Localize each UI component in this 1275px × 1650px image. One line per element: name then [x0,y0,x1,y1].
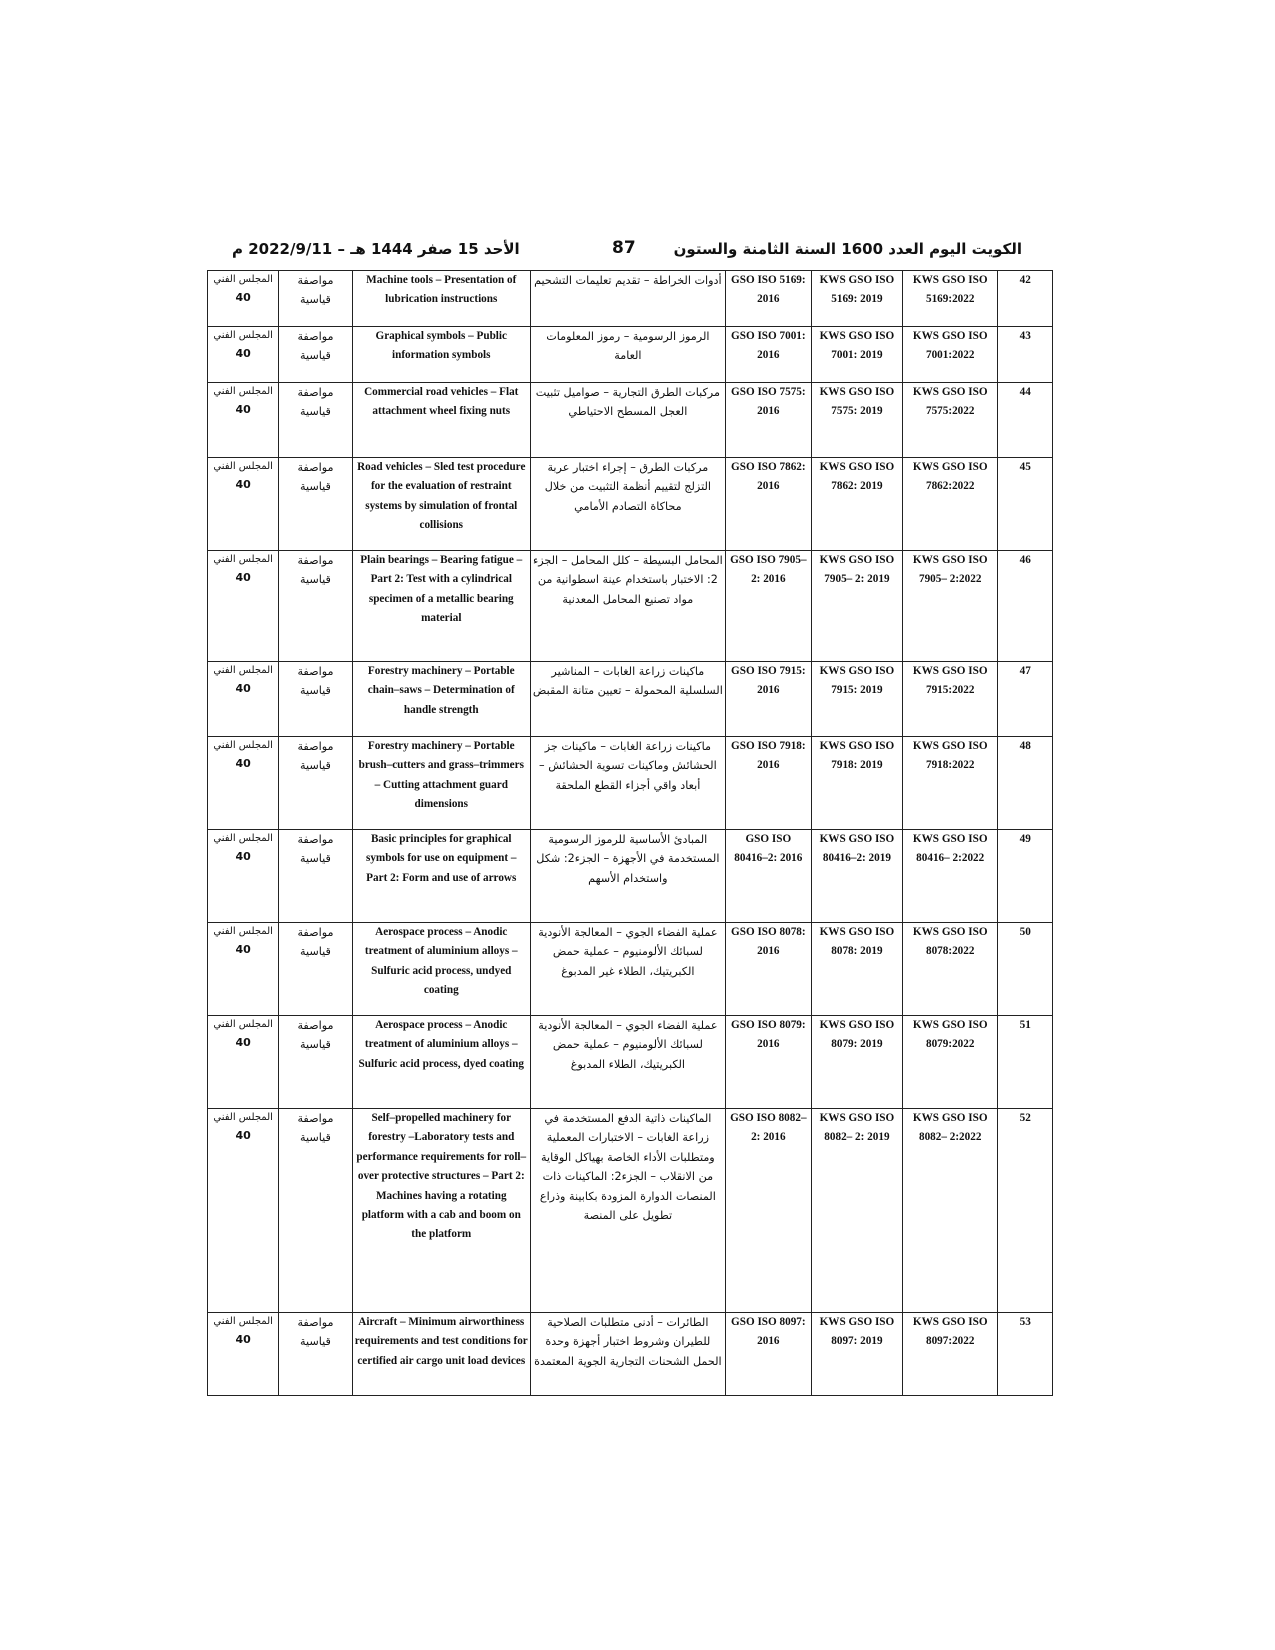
row-number: 51 [998,1016,1053,1109]
standards-table [207,270,1053,1396]
gso-code: GSO ISO 7862: 2016 [725,458,811,551]
gso-code: GSO ISO 7918: 2016 [725,737,811,830]
type-cell [279,923,352,1016]
council-number: 40 [235,1036,251,1049]
kws-2022-code: KWS GSO ISO 5169:2022 [903,271,998,327]
council-number: 40 [235,943,251,956]
type-cell [279,1016,352,1109]
page-number: 87 [612,238,636,258]
gso-code: GSO ISO 7915: 2016 [725,662,811,737]
council-number: 40 [235,850,251,863]
table-row [208,551,1053,662]
kws-2019-code: KWS GSO ISO 8097: 2019 [811,1313,902,1396]
type-cell [279,1109,352,1313]
table-row [208,662,1053,737]
type-line-1: مواصفة [297,1019,334,1032]
gso-code: GSO ISO 8082–2: 2016 [725,1109,811,1313]
type-cell [279,271,352,327]
title-arabic: الماكينات ذاتية الدفع المستخدمة في زراعة الغابات – الاختبارات المعملية ومتطلبات الأداء الخاصة بهياكل الوقاية من الانقلاب – الجزء2: الماكينات ذات المنصات الدوارة المزودة بكابينة وذراع تطويل على المنصة [530,1109,725,1313]
gso-code: GSO ISO 8078: 2016 [725,923,811,1016]
title-arabic: المبادئ الأساسية للرموز الرسومية المستخدمة في الأجهزة – الجزء2: شكل واستخدام الأسهم [530,830,725,923]
council-cell [208,923,279,1016]
type-line-2: قياسية [300,1335,331,1349]
kws-2022-code: KWS GSO ISO 7862:2022 [903,458,998,551]
title-english: Self–propelled machinery for forestry –Laboratory tests and performance requirements for roll–over protective structures – Part 2: Machines having a rotating platform with a cab and boom on the platform [352,1109,530,1313]
council-number: 40 [235,478,251,491]
kws-2019-code: KWS GSO ISO 80416–2: 2019 [811,830,902,923]
kws-2022-code: KWS GSO ISO 80416– 2:2022 [903,830,998,923]
type-cell [279,383,352,458]
row-number: 44 [998,383,1053,458]
council-cell [208,737,279,830]
type-cell [279,737,352,830]
type-line-1: مواصفة [297,554,334,567]
type-line-1: مواصفة [297,1316,334,1329]
council-cell [208,383,279,458]
gso-code: GSO ISO 80416–2: 2016 [725,830,811,923]
council-label: المجلس الفني [213,274,273,285]
council-number: 40 [235,403,251,416]
council-cell [208,1313,279,1396]
council-cell [208,551,279,662]
gso-code: GSO ISO 7905–2: 2016 [725,551,811,662]
header-date: الأحد 15 صفر 1444 هـ – 2022/9/11 م [232,240,520,258]
title-english: Plain bearings – Bearing fatigue – Part 2: Test with a cylindrical specimen of a metallic bearing material [352,551,530,662]
type-cell [279,1313,352,1396]
table-row [208,1016,1053,1109]
row-number: 53 [998,1313,1053,1396]
kws-2022-code: KWS GSO ISO 8097:2022 [903,1313,998,1396]
council-cell [208,662,279,737]
council-label: المجلس الفني [213,740,273,751]
row-number: 45 [998,458,1053,551]
title-arabic: الطائرات – أدنى متطلبات الصلاحية للطيران وشروط اختبار أجهزة وحدة الحمل الشحنات التجارية الجوية المعتمدة [530,1313,725,1396]
title-english: Aerospace process – Anodic treatment of aluminium alloys – Sulfuric acid process, dyed coating [352,1016,530,1109]
title-english: Commercial road vehicles – Flat attachment wheel fixing nuts [352,383,530,458]
council-number: 40 [235,291,251,304]
title-arabic: عملية الفضاء الجوي – المعالجة الأنودية لسبائك الألومنيوم – عملية حمض الكبريتيك، الطلاء غير المدبوغ [530,923,725,1016]
kws-2019-code: KWS GSO ISO 8079: 2019 [811,1016,902,1109]
council-number: 40 [235,682,251,695]
type-line-2: قياسية [300,684,331,698]
kws-2019-code: KWS GSO ISO 7905– 2: 2019 [811,551,902,662]
type-line-2: قياسية [300,293,331,307]
kws-2022-code: KWS GSO ISO 7575:2022 [903,383,998,458]
type-line-2: قياسية [300,945,331,959]
header-issue: الكويت اليوم العدد 1600 السنة الثامنة والستون [673,240,1022,258]
council-cell [208,327,279,383]
type-cell [279,458,352,551]
kws-2019-code: KWS GSO ISO 7862: 2019 [811,458,902,551]
kws-2019-code: KWS GSO ISO 7001: 2019 [811,327,902,383]
kws-2022-code: KWS GSO ISO 8082– 2:2022 [903,1109,998,1313]
council-cell [208,1016,279,1109]
kws-2019-code: KWS GSO ISO 8082– 2: 2019 [811,1109,902,1313]
kws-2019-code: KWS GSO ISO 7918: 2019 [811,737,902,830]
council-label: المجلس الفني [213,330,273,341]
kws-2022-code: KWS GSO ISO 8079:2022 [903,1016,998,1109]
title-english: Road vehicles – Sled test procedure for the evaluation of restraint systems by simulation of frontal collisions [352,458,530,551]
title-english: Machine tools – Presentation of lubrication instructions [352,271,530,327]
row-number: 43 [998,327,1053,383]
title-arabic: عملية الفضاء الجوي – المعالجة الأنودية لسبائك الألومنيوم – عملية حمض الكبريتيك، الطلاء المدبوغ [530,1016,725,1109]
row-number: 46 [998,551,1053,662]
gso-code: GSO ISO 5169: 2016 [725,271,811,327]
council-number: 40 [235,757,251,770]
council-label: المجلس الفني [213,833,273,844]
table-row [208,327,1053,383]
council-cell [208,1109,279,1313]
gso-code: GSO ISO 7575: 2016 [725,383,811,458]
type-line-1: مواصفة [297,1112,334,1125]
council-number: 40 [235,1333,251,1346]
type-line-1: مواصفة [297,386,334,399]
title-english: Aircraft – Minimum airworthiness requirements and test conditions for certified air cargo unit load devices [352,1313,530,1396]
table-row [208,923,1053,1016]
council-label: المجلس الفني [213,926,273,937]
type-line-1: مواصفة [297,461,334,474]
council-label: المجلس الفني [213,1316,273,1327]
council-number: 40 [235,571,251,584]
council-label: المجلس الفني [213,1019,273,1030]
kws-2022-code: KWS GSO ISO 7918:2022 [903,737,998,830]
council-number: 40 [235,347,251,360]
type-line-2: قياسية [300,1038,331,1052]
council-number: 40 [235,1129,251,1142]
table-row [208,458,1053,551]
title-arabic: الرموز الرسومية – رموز المعلومات العامة [530,327,725,383]
council-label: المجلس الفني [213,554,273,565]
title-english: Forestry machinery – Portable chain–saws – Determination of handle strength [352,662,530,737]
title-english: Forestry machinery – Portable brush–cutters and grass–trimmers – Cutting attachment guard dimensions [352,737,530,830]
type-line-1: مواصفة [297,665,334,678]
council-cell [208,271,279,327]
table-row [208,271,1053,327]
kws-2019-code: KWS GSO ISO 5169: 2019 [811,271,902,327]
type-cell [279,662,352,737]
title-arabic: ماكينات زراعة الغابات – المناشير السلسلية المحمولة – تعيين متانة المقبض [530,662,725,737]
council-label: المجلس الفني [213,461,273,472]
table-row [208,737,1053,830]
gso-code: GSO ISO 8079: 2016 [725,1016,811,1109]
row-number: 52 [998,1109,1053,1313]
title-arabic: ماكينات زراعة الغابات – ماكينات جز الحشائش وماكينات تسوية الحشائش – أبعاد واقي أجزاء القطع الملحقة [530,737,725,830]
council-label: المجلس الفني [213,386,273,397]
row-number: 50 [998,923,1053,1016]
gso-code: GSO ISO 8097: 2016 [725,1313,811,1396]
council-cell [208,458,279,551]
kws-2019-code: KWS GSO ISO 7575: 2019 [811,383,902,458]
kws-2022-code: KWS GSO ISO 7001:2022 [903,327,998,383]
kws-2022-code: KWS GSO ISO 7905– 2:2022 [903,551,998,662]
title-arabic: مركبات الطرق – إجراء اختبار عربة التزلج لتقييم أنظمة التثبيت من خلال محاكاة التصادم الأمامي [530,458,725,551]
title-english: Basic principles for graphical symbols for use on equipment – Part 2: Form and use of arrows [352,830,530,923]
council-cell [208,830,279,923]
table-row [208,1109,1053,1313]
kws-2019-code: KWS GSO ISO 8078: 2019 [811,923,902,1016]
title-english: Graphical symbols – Public information symbols [352,327,530,383]
kws-2022-code: KWS GSO ISO 8078:2022 [903,923,998,1016]
table-row [208,830,1053,923]
type-line-1: مواصفة [297,926,334,939]
type-line-2: قياسية [300,759,331,773]
table-row [208,1313,1053,1396]
row-number: 49 [998,830,1053,923]
gso-code: GSO ISO 7001: 2016 [725,327,811,383]
title-arabic: مركبات الطرق التجارية – صواميل تثبيت العجل المسطح الاحتياطي [530,383,725,458]
row-number: 42 [998,271,1053,327]
type-line-2: قياسية [300,349,331,363]
council-label: المجلس الفني [213,665,273,676]
kws-2022-code: KWS GSO ISO 7915:2022 [903,662,998,737]
title-arabic: أدوات الخراطة – تقديم تعليمات التشحيم [530,271,725,327]
page-header [232,238,1022,262]
row-number: 47 [998,662,1053,737]
row-number: 48 [998,737,1053,830]
type-line-2: قياسية [300,573,331,587]
type-line-2: قياسية [300,852,331,866]
type-cell [279,830,352,923]
kws-2019-code: KWS GSO ISO 7915: 2019 [811,662,902,737]
type-line-2: قياسية [300,480,331,494]
council-label: المجلس الفني [213,1112,273,1123]
type-line-1: مواصفة [297,274,334,287]
type-line-2: قياسية [300,1131,331,1145]
title-english: Aerospace process – Anodic treatment of aluminium alloys – Sulfuric acid process, undyed coating [352,923,530,1016]
type-line-1: مواصفة [297,330,334,343]
type-cell [279,327,352,383]
table-row [208,383,1053,458]
type-line-1: مواصفة [297,740,334,753]
title-arabic: المحامل البسيطة – كلل المحامل – الجزء 2: الاختبار باستخدام عينة اسطوانية من مواد تصنيع المحامل المعدنية [530,551,725,662]
type-line-2: قياسية [300,405,331,419]
type-line-1: مواصفة [297,833,334,846]
type-cell [279,551,352,662]
